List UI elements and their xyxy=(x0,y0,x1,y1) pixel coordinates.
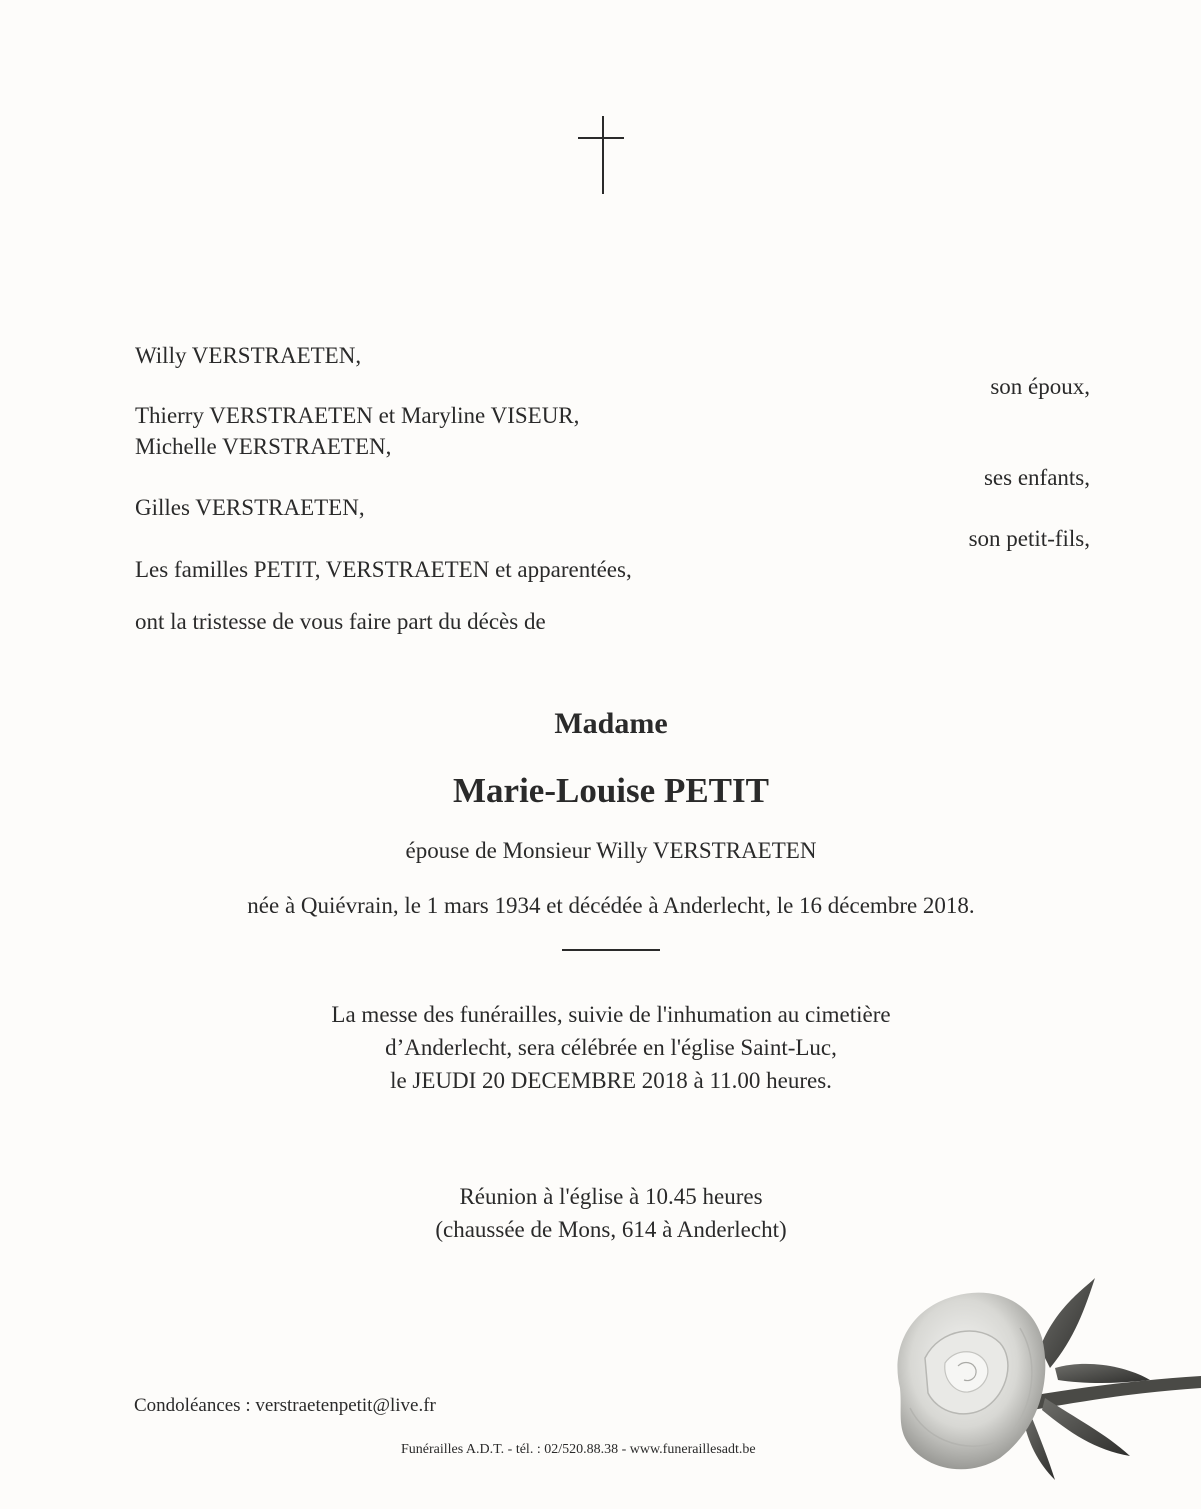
ceremony-line-1: La messe des funérailles, suivie de l'inhumation au cimetière xyxy=(331,1002,891,1027)
children-role: ses enfants, xyxy=(983,465,1090,490)
condolences-line: Condoléances : verstraetenpetit@live.fr xyxy=(134,1395,436,1416)
spouse-role: son époux, xyxy=(990,374,1090,399)
meeting-line-1: Réunion à l'église à 10.45 heures xyxy=(459,1184,763,1209)
funeral-home-footer: Funérailles A.D.T. - tél. : 02/520.88.38 - www.funeraillesadt.be xyxy=(401,1442,756,1457)
deceased-name: Marie-Louise PETIT xyxy=(453,771,769,810)
spouse-name: Willy VERSTRAETEN, xyxy=(135,343,362,368)
meeting-line-2: (chaussée de Mons, 614 à Anderlecht) xyxy=(435,1217,787,1242)
cross-icon xyxy=(578,116,624,196)
grandson-name: Gilles VERSTRAETEN, xyxy=(135,495,365,520)
ceremony-line-2: d’Anderlecht, sera célébrée en l'église Saint-Luc, xyxy=(385,1035,837,1060)
spouse-of-line: épouse de Monsieur Willy VERSTRAETEN xyxy=(405,838,817,863)
announcement-line: ont la tristesse de vous faire part du décès de xyxy=(135,609,546,634)
children-line-2: Michelle VERSTRAETEN, xyxy=(135,434,392,459)
divider xyxy=(562,949,660,951)
birth-death-line: née à Quiévrain, le 1 mars 1934 et décédée à Anderlecht, le 16 décembre 2018. xyxy=(247,893,975,918)
families-line: Les familles PETIT, VERSTRAETEN et apparentées, xyxy=(135,557,632,582)
children-line-1: Thierry VERSTRAETEN et Maryline VISEUR, xyxy=(135,403,580,428)
deceased-title: Madame xyxy=(554,707,668,740)
ceremony-line-3: le JEUDI 20 DECEMBRE 2018 à 11.00 heures. xyxy=(390,1068,832,1093)
grandson-role: son petit-fils, xyxy=(968,526,1090,551)
white-rose-image xyxy=(880,1268,1201,1484)
